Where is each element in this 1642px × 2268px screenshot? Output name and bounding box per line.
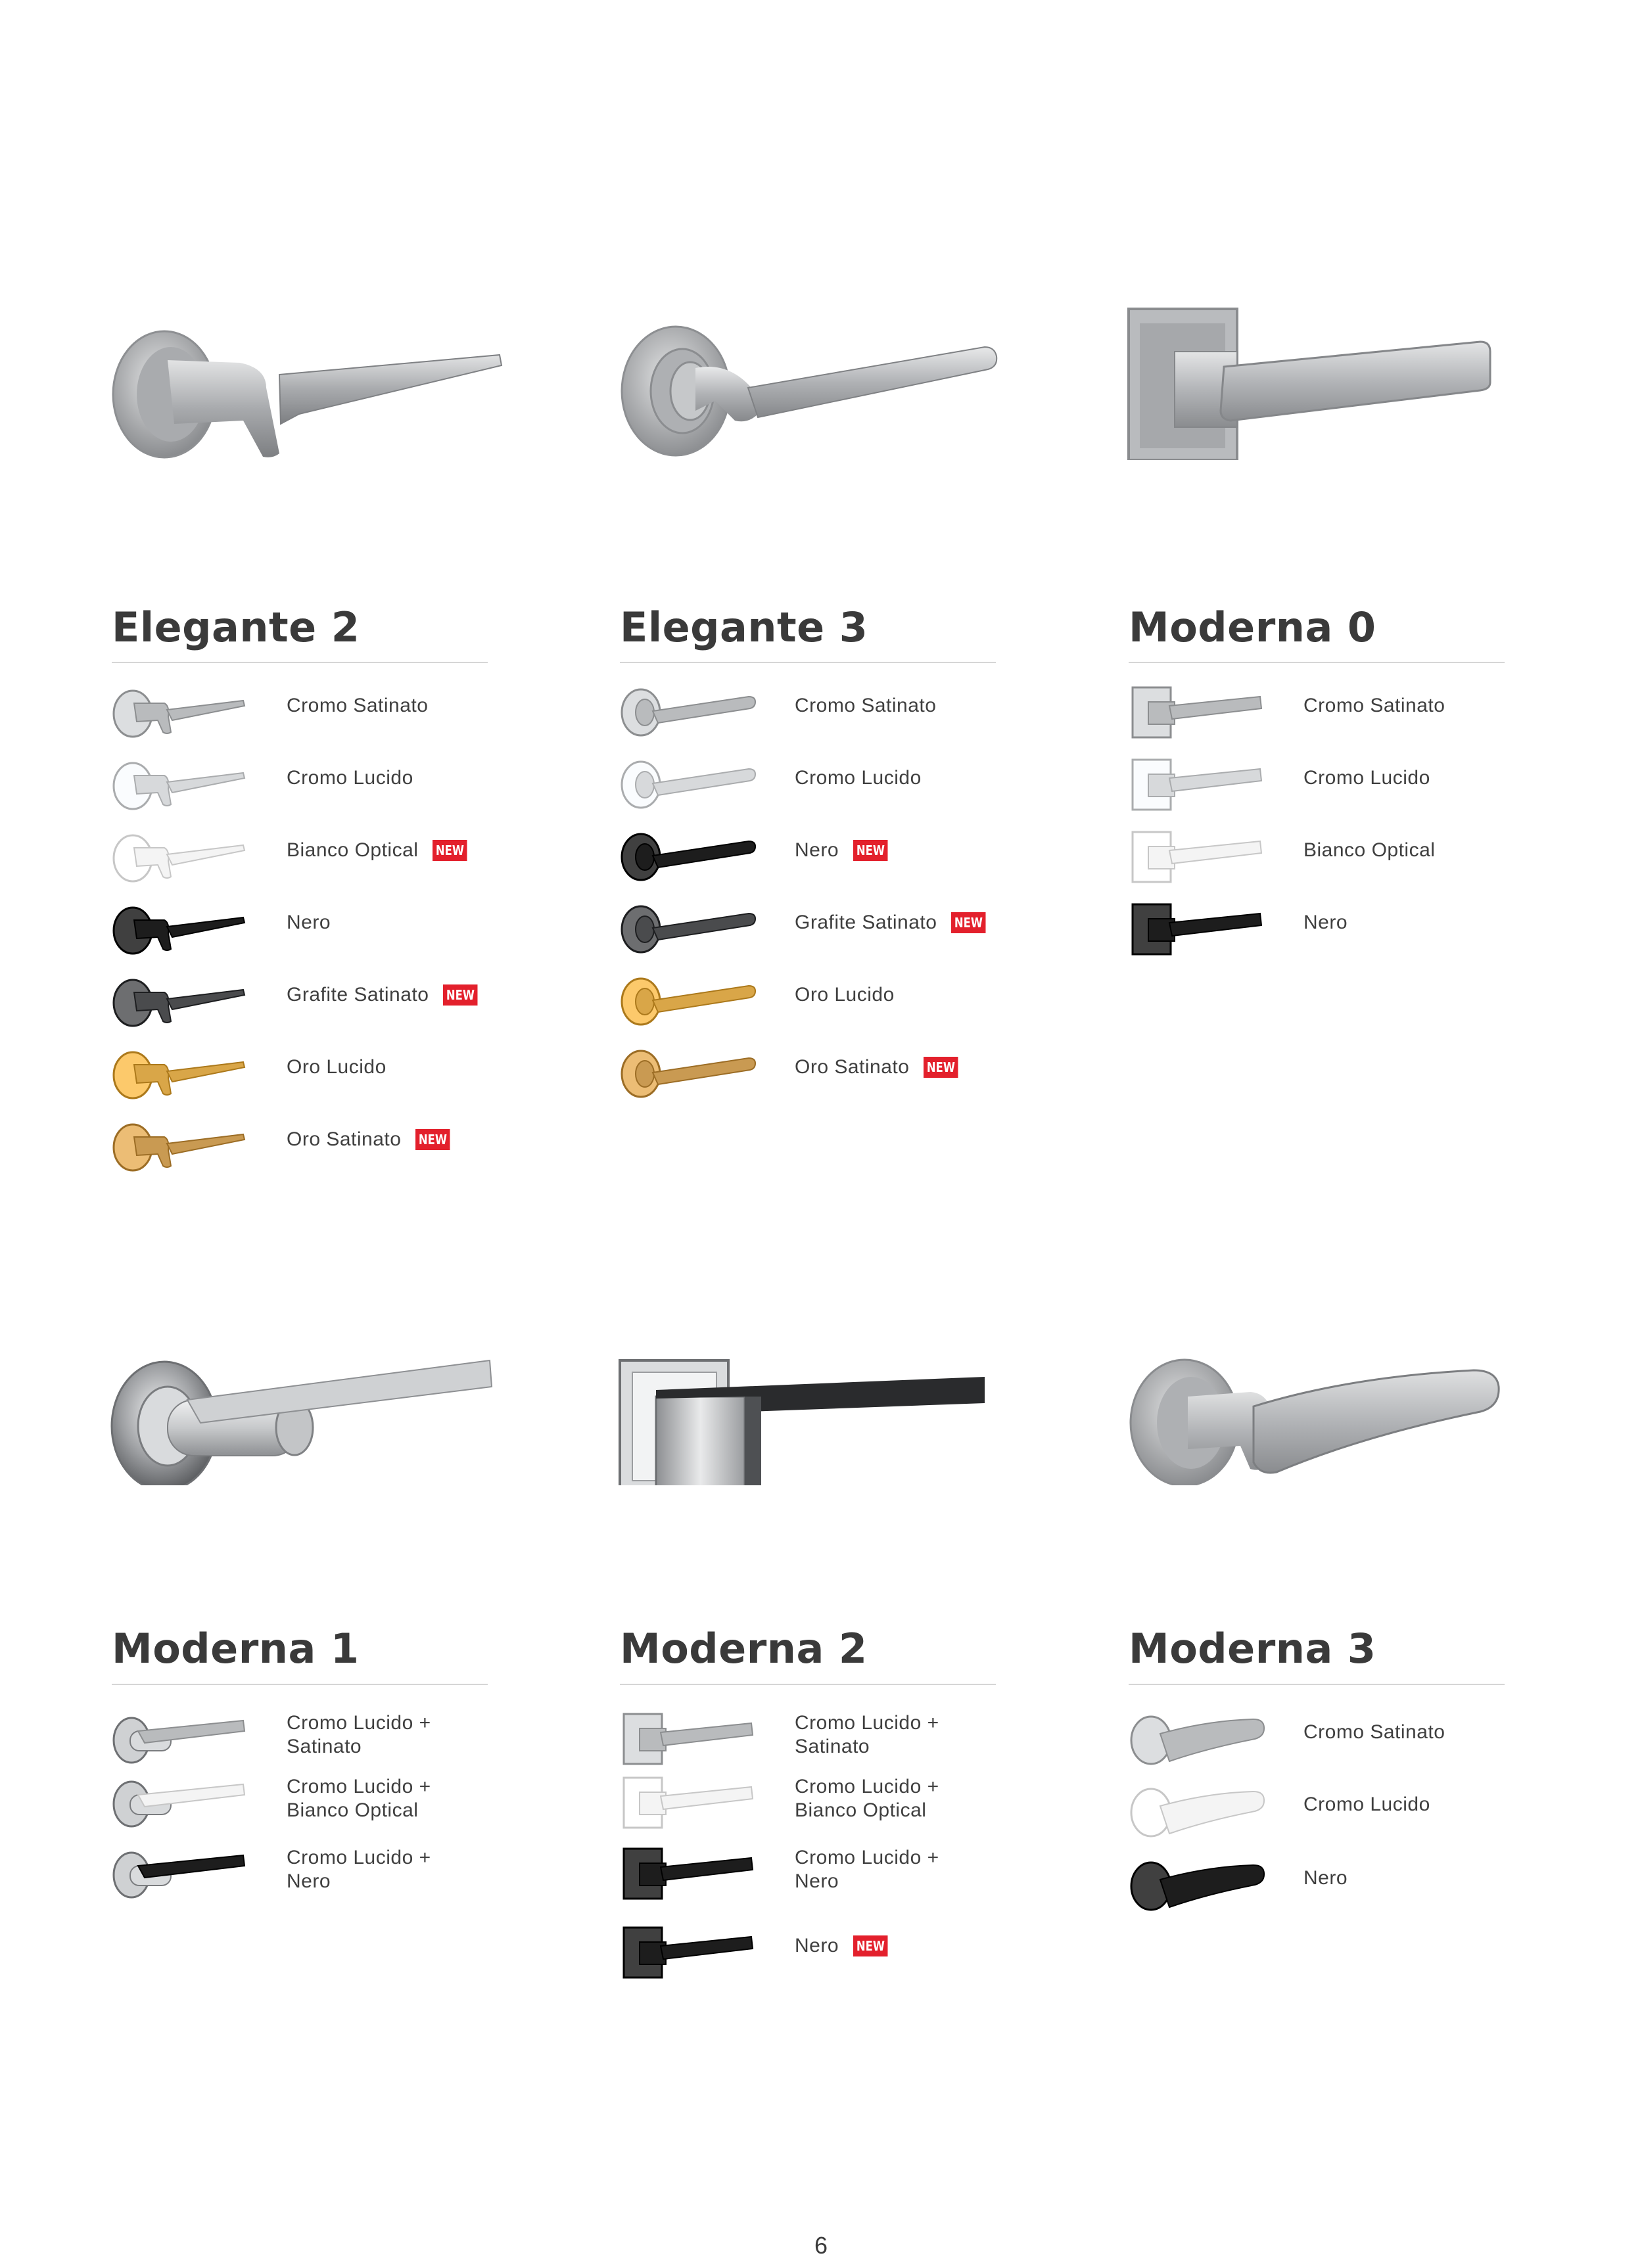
finish-thumbnail [620, 827, 758, 886]
finish-thumbnail [112, 682, 250, 741]
new-badge: NEW [853, 840, 888, 861]
variant-label-line1: Cromo Lucido + [287, 1712, 431, 1734]
finish-swatch-icon [620, 1772, 758, 1832]
variant-item [1129, 827, 1523, 886]
finish-swatch-icon [620, 1709, 758, 1768]
moderna-0-hero-image [1125, 289, 1520, 460]
variant-item [620, 1709, 1014, 1768]
finish-thumbnail [620, 754, 758, 814]
finish-thumbnail [620, 1772, 758, 1832]
variant-label: Cromo Satinato [287, 695, 429, 716]
variant-item [620, 1044, 1014, 1103]
variant-label-line2: Bianco Optical [795, 1799, 927, 1821]
finish-swatch-icon [112, 1116, 250, 1175]
variant-label-line1: Cromo Lucido + [287, 1776, 431, 1797]
finish-swatch-icon [112, 899, 250, 958]
finish-thumbnail [112, 1843, 250, 1903]
variant-label: Cromo Lucido [287, 767, 413, 789]
variant-item [112, 827, 506, 886]
variant-item [620, 1772, 1014, 1832]
variant-label: Oro Satinato [287, 1128, 402, 1150]
finish-thumbnail [1129, 1781, 1267, 1840]
variant-label: Oro Lucido [287, 1056, 387, 1078]
finish-swatch-icon [620, 1922, 758, 1981]
title-divider [112, 1684, 488, 1685]
finish-swatch-icon [620, 682, 758, 741]
variant-label: Cromo Satinato [795, 695, 937, 716]
variant-item [1129, 1855, 1523, 1914]
product-title-moderna-0: Moderna 0 [1129, 603, 1376, 651]
finish-thumbnail [112, 1116, 250, 1175]
finish-thumbnail [620, 1922, 758, 1981]
moderna-3-hero-image [1125, 1314, 1520, 1485]
variant-label-line2: Satinato [287, 1736, 362, 1757]
finish-thumbnail [1129, 682, 1267, 741]
finish-thumbnail [112, 827, 250, 886]
variant-item [112, 1116, 506, 1175]
variant-item [112, 899, 506, 958]
finish-thumbnail [620, 1843, 758, 1903]
variant-label-line1: Cromo Lucido + [795, 1847, 939, 1868]
new-badge: NEW [853, 1935, 888, 1956]
finish-thumbnail [1129, 899, 1267, 958]
finish-thumbnail [112, 1044, 250, 1103]
variant-label: Nero [1303, 912, 1348, 933]
finish-swatch-icon [620, 971, 758, 1030]
variant-label: Cromo Lucido [1303, 767, 1430, 789]
finish-thumbnail [620, 971, 758, 1030]
variant-label: Grafite Satinato [287, 984, 429, 1006]
variant-item [1129, 682, 1523, 741]
variant-item [620, 682, 1014, 741]
finish-swatch-icon [1129, 754, 1267, 814]
variant-item [112, 1709, 506, 1768]
finish-swatch-icon [112, 1772, 250, 1832]
variant-label: Nero [795, 839, 839, 861]
variant-label: Cromo Lucido [1303, 1794, 1430, 1815]
variant-item [620, 971, 1014, 1030]
new-badge: NEW [951, 912, 986, 933]
product-title-elegante-3: Elegante 3 [620, 603, 868, 651]
finish-swatch-icon [620, 827, 758, 886]
variant-item [1129, 1781, 1523, 1840]
new-badge: NEW [924, 1057, 958, 1078]
finish-swatch-icon [112, 1843, 250, 1903]
variant-label: Cromo Lucido [795, 767, 922, 789]
finish-thumbnail [620, 1044, 758, 1103]
variant-item [112, 1772, 506, 1832]
variant-item [1129, 754, 1523, 814]
new-badge: NEW [443, 984, 478, 1006]
title-divider [112, 662, 488, 663]
product-title-elegante-2: Elegante 2 [112, 603, 360, 651]
variant-item [112, 754, 506, 814]
page-number: 6 [814, 2232, 828, 2259]
finish-swatch-icon [620, 754, 758, 814]
finish-thumbnail [1129, 1709, 1267, 1768]
title-divider [620, 1684, 996, 1685]
finish-thumbnail [112, 971, 250, 1030]
variant-label: Grafite Satinato [795, 912, 937, 933]
finish-swatch-icon [1129, 1781, 1267, 1840]
finish-swatch-icon [1129, 827, 1267, 886]
finish-swatch-icon [112, 971, 250, 1030]
moderna-1-hero-image [108, 1314, 503, 1485]
variant-item [1129, 899, 1523, 958]
product-title-moderna-3: Moderna 3 [1129, 1625, 1376, 1673]
title-divider [620, 662, 996, 663]
variant-label: Nero [287, 912, 331, 933]
finish-swatch-icon [620, 1843, 758, 1903]
finish-thumbnail [112, 899, 250, 958]
variant-item [112, 1843, 506, 1903]
variant-label: Oro Satinato [795, 1056, 910, 1078]
finish-swatch-icon [112, 754, 250, 814]
product-title-moderna-2: Moderna 2 [620, 1625, 868, 1673]
variant-label-line2: Satinato [795, 1736, 870, 1757]
variant-label: Cromo Satinato [1303, 1721, 1445, 1743]
new-badge: NEW [433, 840, 467, 861]
variant-label: Bianco Optical [287, 839, 419, 861]
finish-thumbnail [1129, 1855, 1267, 1914]
variant-item [112, 1044, 506, 1103]
title-divider [1129, 1684, 1505, 1685]
variant-item [112, 971, 506, 1030]
finish-thumbnail [112, 1709, 250, 1768]
finish-swatch-icon [112, 1044, 250, 1103]
variant-item [620, 1843, 1014, 1903]
finish-thumbnail [620, 1709, 758, 1768]
variant-label: Oro Lucido [795, 984, 895, 1006]
variant-label-line1: Cromo Lucido + [795, 1712, 939, 1734]
title-divider [1129, 662, 1505, 663]
finish-thumbnail [1129, 754, 1267, 814]
variant-item [620, 754, 1014, 814]
variant-item [620, 1922, 1014, 1981]
finish-swatch-icon [112, 1709, 250, 1768]
finish-swatch-icon [620, 1044, 758, 1103]
finish-thumbnail [620, 682, 758, 741]
elegante-2-hero-image [108, 289, 503, 460]
finish-swatch-icon [620, 899, 758, 958]
variant-label-line1: Cromo Lucido + [795, 1776, 939, 1797]
variant-label: Bianco Optical [1303, 839, 1436, 861]
finish-swatch-icon [1129, 1709, 1267, 1768]
new-badge: NEW [415, 1129, 450, 1150]
variant-label: Nero [1303, 1867, 1348, 1889]
finish-thumbnail [620, 899, 758, 958]
finish-swatch-icon [112, 682, 250, 741]
variant-item [1129, 1709, 1523, 1768]
variant-item [620, 827, 1014, 886]
variant-label-line2: Bianco Optical [287, 1799, 419, 1821]
finish-swatch-icon [1129, 899, 1267, 958]
finish-thumbnail [1129, 827, 1267, 886]
moderna-2-hero-image [617, 1314, 1011, 1485]
variant-item [620, 899, 1014, 958]
variant-label-line1: Cromo Lucido + [287, 1847, 431, 1868]
finish-thumbnail [112, 1772, 250, 1832]
variant-label-line2: Nero [795, 1870, 839, 1892]
variant-label: Cromo Satinato [1303, 695, 1445, 716]
finish-swatch-icon [1129, 682, 1267, 741]
elegante-3-hero-image [617, 289, 1011, 460]
finish-swatch-icon [112, 827, 250, 886]
finish-swatch-icon [1129, 1855, 1267, 1914]
finish-thumbnail [112, 754, 250, 814]
product-title-moderna-1: Moderna 1 [112, 1625, 360, 1673]
variant-item [112, 682, 506, 741]
variant-label: Nero [795, 1935, 839, 1956]
variant-label-line2: Nero [287, 1870, 331, 1892]
